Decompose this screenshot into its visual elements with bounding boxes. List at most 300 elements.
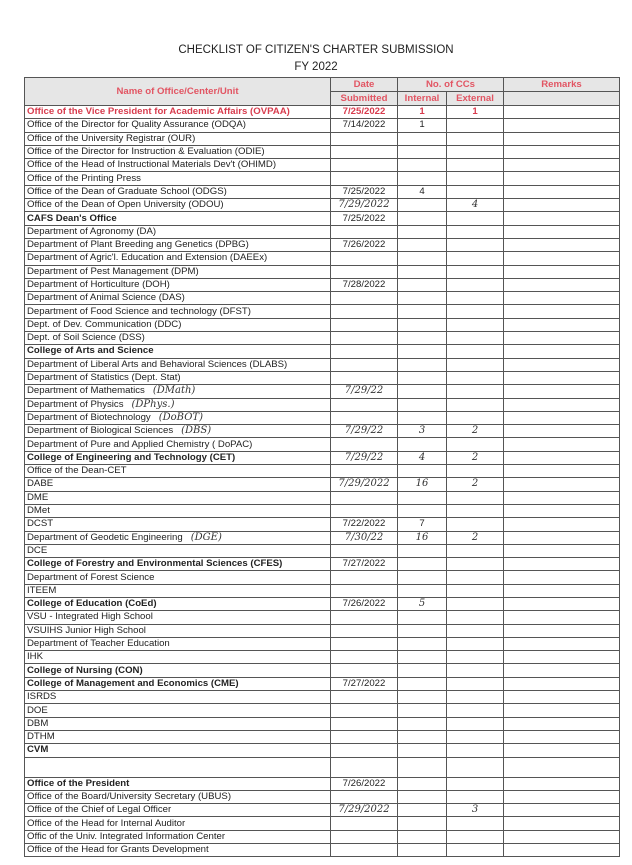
remarks: [504, 844, 620, 857]
external-count: [447, 305, 504, 318]
internal-count: [398, 664, 447, 677]
remarks: [504, 777, 620, 790]
external-count: [447, 757, 504, 777]
external-count: [447, 677, 504, 690]
external-count: [447, 691, 504, 704]
office-name-value: Department of Agronomy (DA): [27, 225, 157, 237]
office-name-value: Dept. of Soil Science (DSS): [27, 332, 145, 344]
handwritten-abbreviation: (DBS): [181, 425, 212, 437]
table-row: [25, 252, 620, 265]
office-name: [25, 172, 331, 185]
date-submitted: [331, 451, 398, 464]
internal-count: [398, 185, 447, 198]
internal-count: [398, 704, 447, 717]
date-submitted-value: 7/29/22: [344, 451, 384, 463]
internal-count: [398, 531, 447, 544]
table-row: [25, 185, 620, 198]
office-name-value: DME: [27, 491, 49, 503]
internal-count: [398, 651, 447, 664]
date-submitted: [331, 145, 398, 158]
internal-count: [398, 371, 447, 384]
office-name-value: Office of the Chief of Legal Officer: [27, 804, 172, 816]
table-row: [25, 504, 620, 517]
external-count: [447, 651, 504, 664]
document-subtitle: FY 2022: [294, 61, 338, 73]
table-row: [25, 119, 620, 132]
date-submitted: [331, 691, 398, 704]
office-name-value: Office of the Board/University Secretary (UBUS): [27, 790, 232, 802]
table-row: [25, 225, 620, 238]
office-name: [25, 225, 331, 238]
internal-count-value: 3: [418, 425, 426, 437]
external-count: [447, 411, 504, 424]
external-count: [447, 145, 504, 158]
date-submitted: [331, 730, 398, 743]
internal-count: [398, 677, 447, 690]
date-submitted-value: 7/27/2022: [342, 558, 386, 570]
office-name-value: Department of Pure and Applied Chemistry ( DoPAC): [27, 438, 253, 450]
remarks: [504, 438, 620, 451]
office-name-value: ITEEM: [27, 584, 57, 596]
remarks: [504, 637, 620, 650]
internal-count: [398, 597, 447, 610]
table-row: [25, 531, 620, 544]
remarks: [504, 611, 620, 624]
office-name-value: College of Forestry and Environmental Sciences (CFES): [27, 558, 283, 570]
office-name-value: Department of Liberal Arts and Behavioral Sciences (DLABS): [27, 358, 288, 370]
table-row: [25, 332, 620, 345]
internal-count: [398, 172, 447, 185]
external-count: [447, 278, 504, 291]
date-submitted: [331, 132, 398, 145]
internal-count: [398, 451, 447, 464]
external-count: [447, 465, 504, 478]
date-submitted: [331, 265, 398, 278]
office-name-value: College of Management and Economics (CME): [27, 677, 239, 689]
office-name-value: Department of Animal Science (DAS): [27, 292, 185, 304]
external-count-value: 1: [472, 106, 478, 118]
date-submitted: [331, 438, 398, 451]
date-submitted-value: 7/14/2022: [342, 119, 386, 131]
office-name: [25, 106, 331, 119]
date-submitted: [331, 385, 398, 398]
remarks: [504, 332, 620, 345]
date-submitted: [331, 704, 398, 717]
office-name: [25, 730, 331, 743]
remarks: [504, 677, 620, 690]
office-name: [25, 425, 331, 438]
date-submitted-value: 7/25/2022: [342, 106, 386, 118]
remarks: [504, 265, 620, 278]
date-submitted: [331, 664, 398, 677]
remarks: [504, 371, 620, 384]
office-name: [25, 651, 331, 664]
date-submitted: [331, 571, 398, 584]
table-row: [25, 651, 620, 664]
office-name: [25, 518, 331, 531]
office-name: [25, 624, 331, 637]
remarks: [504, 292, 620, 305]
remarks: [504, 571, 620, 584]
external-count: [447, 571, 504, 584]
external-count: [447, 292, 504, 305]
internal-count: [398, 518, 447, 531]
remarks: [504, 830, 620, 843]
office-name: [25, 531, 331, 544]
external-count: [447, 611, 504, 624]
external-count: [447, 844, 504, 857]
date-submitted-value: 7/30/22: [344, 531, 384, 543]
handwritten-abbreviation: (DoBOT): [158, 411, 203, 423]
external-count: [447, 544, 504, 557]
remarks: [504, 584, 620, 597]
external-count: [447, 491, 504, 504]
external-count-value: 2: [471, 451, 479, 463]
office-name: [25, 478, 331, 491]
external-count: [447, 371, 504, 384]
office-name-value: Department of Biotechnology: [27, 411, 151, 423]
office-name-value: Department of Horticulture (DOH): [27, 279, 170, 290]
external-count: [447, 172, 504, 185]
office-name: [25, 199, 331, 212]
office-name-value: Department of Mathematics: [27, 385, 145, 397]
internal-count-value: 7: [419, 518, 425, 530]
internal-count: [398, 199, 447, 212]
header-ccs: No. of CCs: [398, 78, 504, 92]
remarks: [504, 398, 620, 411]
date-submitted-value: 7/26/2022: [342, 598, 386, 610]
office-name: [25, 817, 331, 830]
office-name: [25, 438, 331, 451]
date-submitted-value: 7/22/2022: [342, 518, 386, 530]
date-submitted: [331, 744, 398, 757]
external-count-value: 3: [471, 804, 479, 816]
date-submitted: [331, 651, 398, 664]
office-name-value: College of Arts and Science: [27, 345, 154, 357]
remarks: [504, 804, 620, 817]
table-row: [25, 518, 620, 531]
external-count: [447, 238, 504, 251]
office-name: [25, 637, 331, 650]
table-row: [25, 145, 620, 158]
date-submitted: [331, 225, 398, 238]
table-row: [25, 584, 620, 597]
office-name: [25, 145, 331, 158]
external-count: [447, 777, 504, 790]
internal-count: [398, 465, 447, 478]
internal-count: [398, 744, 447, 757]
internal-count-value: 1: [419, 119, 425, 131]
date-submitted-value: 7/29/22: [344, 385, 384, 397]
internal-count: [398, 265, 447, 278]
table-row: [25, 664, 620, 677]
internal-count: [398, 225, 447, 238]
external-count-value: 4: [471, 199, 479, 211]
office-name-value: Office of the Dean of Open University (ODOU): [27, 199, 224, 211]
office-name-value: Department of Pest Management (DPM): [27, 265, 199, 277]
office-name-value: ISRDS: [27, 691, 57, 703]
table-row: [25, 465, 620, 478]
internal-count: [398, 159, 447, 172]
internal-count: [398, 332, 447, 345]
table-row: [25, 199, 620, 212]
date-submitted: [331, 238, 398, 251]
office-name: [25, 777, 331, 790]
office-name: [25, 132, 331, 145]
internal-count: [398, 544, 447, 557]
office-name: [25, 265, 331, 278]
remarks: [504, 199, 620, 212]
office-name: [25, 677, 331, 690]
date-submitted: [331, 558, 398, 571]
external-count: [447, 558, 504, 571]
office-name-value: CVM: [27, 744, 49, 756]
internal-count: [398, 358, 447, 371]
external-count: [447, 212, 504, 225]
internal-count: [398, 305, 447, 318]
remarks: [504, 664, 620, 677]
external-count: [447, 624, 504, 637]
remarks: [504, 119, 620, 132]
office-name: [25, 398, 331, 411]
remarks: [504, 744, 620, 757]
date-submitted: [331, 777, 398, 790]
remarks: [504, 717, 620, 730]
remarks: [504, 597, 620, 610]
date-submitted: [331, 491, 398, 504]
external-count: [447, 345, 504, 358]
office-name: [25, 790, 331, 803]
table-row: [25, 106, 620, 119]
external-count: [447, 451, 504, 464]
date-submitted: [331, 332, 398, 345]
internal-count: [398, 411, 447, 424]
internal-count: [398, 238, 447, 251]
remarks: [504, 132, 620, 145]
checklist-table: [24, 77, 620, 857]
external-count: [447, 106, 504, 119]
office-name-value: Department of Teacher Education: [27, 638, 170, 650]
office-name-value: DTHM: [27, 731, 55, 743]
external-count-value: 2: [471, 425, 479, 437]
header-submitted: Submitted: [331, 92, 398, 106]
internal-count: [398, 817, 447, 830]
office-name-value: Office of the Dean of Graduate School (ODGS): [27, 185, 227, 197]
internal-count: [398, 491, 447, 504]
remarks: [504, 558, 620, 571]
date-submitted: [331, 830, 398, 843]
date-submitted: [331, 465, 398, 478]
table-row: [25, 451, 620, 464]
office-name: [25, 371, 331, 384]
internal-count: [398, 691, 447, 704]
external-count: [447, 704, 504, 717]
internal-count: [398, 504, 447, 517]
table-row: [25, 730, 620, 743]
header-internal: Internal: [398, 92, 447, 106]
office-name-value: College of Education (CoEd): [27, 598, 157, 610]
date-submitted: [331, 305, 398, 318]
date-submitted: [331, 757, 398, 777]
table-row: [25, 385, 620, 398]
external-count: [447, 744, 504, 757]
office-name-value: Office of the President: [27, 777, 130, 789]
internal-count: [398, 212, 447, 225]
date-submitted-value: 7/25/2022: [342, 212, 386, 224]
internal-count: [398, 292, 447, 305]
table-row: [25, 132, 620, 145]
office-name: [25, 491, 331, 504]
date-submitted: [331, 804, 398, 817]
date-submitted: [331, 252, 398, 265]
internal-count: [398, 844, 447, 857]
date-submitted: [331, 358, 398, 371]
external-count: [447, 252, 504, 265]
table-row: [25, 624, 620, 637]
office-name: [25, 119, 331, 132]
internal-count: [398, 318, 447, 331]
date-submitted: [331, 172, 398, 185]
table-row: [25, 425, 620, 438]
office-name-value: Department of Food Science and technology (DFST): [27, 305, 251, 317]
office-name: [25, 411, 331, 424]
table-row: [25, 691, 620, 704]
internal-count: [398, 425, 447, 438]
office-name: [25, 252, 331, 265]
remarks: [504, 531, 620, 544]
date-submitted: [331, 531, 398, 544]
date-submitted: [331, 411, 398, 424]
date-submitted: [331, 597, 398, 610]
office-name: [25, 305, 331, 318]
office-name: [25, 744, 331, 757]
table-row: [25, 318, 620, 331]
header-date: Date: [331, 78, 398, 92]
date-submitted-value: 7/29/2022: [338, 804, 390, 816]
date-submitted: [331, 504, 398, 517]
remarks: [504, 212, 620, 225]
external-count: [447, 199, 504, 212]
remarks: [504, 358, 620, 371]
office-name: [25, 358, 331, 371]
office-name-value: College of Engineering and Technology (CET): [27, 451, 236, 463]
date-submitted-value: 7/29/2022: [338, 199, 390, 211]
remarks: [504, 544, 620, 557]
remarks: [504, 252, 620, 265]
office-name-value: Office of the Dean-CET: [27, 465, 127, 477]
table-row: [25, 278, 620, 291]
external-count: [447, 664, 504, 677]
external-count: [447, 119, 504, 132]
date-submitted: [331, 292, 398, 305]
office-name-value: DCE: [27, 544, 48, 556]
internal-count-value: 1: [419, 106, 425, 118]
external-count: [447, 318, 504, 331]
internal-count: [398, 717, 447, 730]
internal-count: [398, 438, 447, 451]
remarks: [504, 172, 620, 185]
table-row: [25, 345, 620, 358]
table-row: [25, 597, 620, 610]
table-row: [25, 265, 620, 278]
header-external: External: [447, 92, 504, 106]
date-submitted: [331, 717, 398, 730]
internal-count: [398, 611, 447, 624]
header-name: Name of Office/Center/Unit: [25, 78, 331, 106]
table-row: [25, 777, 620, 790]
date-submitted: [331, 278, 398, 291]
internal-count: [398, 558, 447, 571]
internal-count: [398, 345, 447, 358]
internal-count: [398, 790, 447, 803]
table-row: [25, 704, 620, 717]
date-submitted: [331, 611, 398, 624]
internal-count: [398, 252, 447, 265]
date-submitted-value: 7/29/2022: [338, 478, 390, 490]
office-name: [25, 159, 331, 172]
external-count: [447, 597, 504, 610]
table-row: [25, 411, 620, 424]
remarks: [504, 478, 620, 491]
table-row: [25, 172, 620, 185]
date-submitted: [331, 159, 398, 172]
internal-count: [398, 757, 447, 777]
external-count: [447, 478, 504, 491]
date-submitted-value: 7/26/2022: [342, 777, 386, 789]
table-row: [25, 637, 620, 650]
external-count: [447, 425, 504, 438]
handwritten-abbreviation: (DMath): [152, 385, 196, 397]
remarks: [504, 225, 620, 238]
external-count: [447, 225, 504, 238]
internal-count: [398, 777, 447, 790]
table-row: [25, 305, 620, 318]
table-row: [25, 744, 620, 757]
office-name: [25, 830, 331, 843]
date-submitted: [331, 185, 398, 198]
date-submitted: [331, 637, 398, 650]
office-name-value: Department of Physics: [27, 398, 124, 410]
office-name-value: Office of the Director for Quality Assurance (ODQA): [27, 119, 246, 131]
table-row: [25, 398, 620, 411]
office-name-value: Department of Agric'l. Education and Extension (DAEEx): [27, 252, 268, 264]
office-name-value: Department of Plant Breeding ang Genetics (DPBG): [27, 239, 249, 251]
table-row: [25, 212, 620, 225]
remarks: [504, 238, 620, 251]
remarks: [504, 624, 620, 637]
external-count: [447, 332, 504, 345]
remarks: [504, 730, 620, 743]
table-row: [25, 438, 620, 451]
date-submitted: [331, 345, 398, 358]
remarks: [504, 451, 620, 464]
office-name-value: Office of the Head of Instructional Materials Dev't (OHIMD): [27, 159, 277, 171]
external-count: [447, 804, 504, 817]
date-submitted: [331, 584, 398, 597]
office-name: [25, 332, 331, 345]
internal-count: [398, 804, 447, 817]
office-name: [25, 704, 331, 717]
date-submitted: [331, 790, 398, 803]
internal-count: [398, 637, 447, 650]
table-row: [25, 358, 620, 371]
external-count: [447, 637, 504, 650]
internal-count-value: 16: [415, 478, 429, 490]
office-name: [25, 185, 331, 198]
remarks: [504, 305, 620, 318]
office-name-value: Office of the Printing Press: [27, 172, 141, 184]
date-submitted-value: 7/25/2022: [342, 185, 386, 197]
